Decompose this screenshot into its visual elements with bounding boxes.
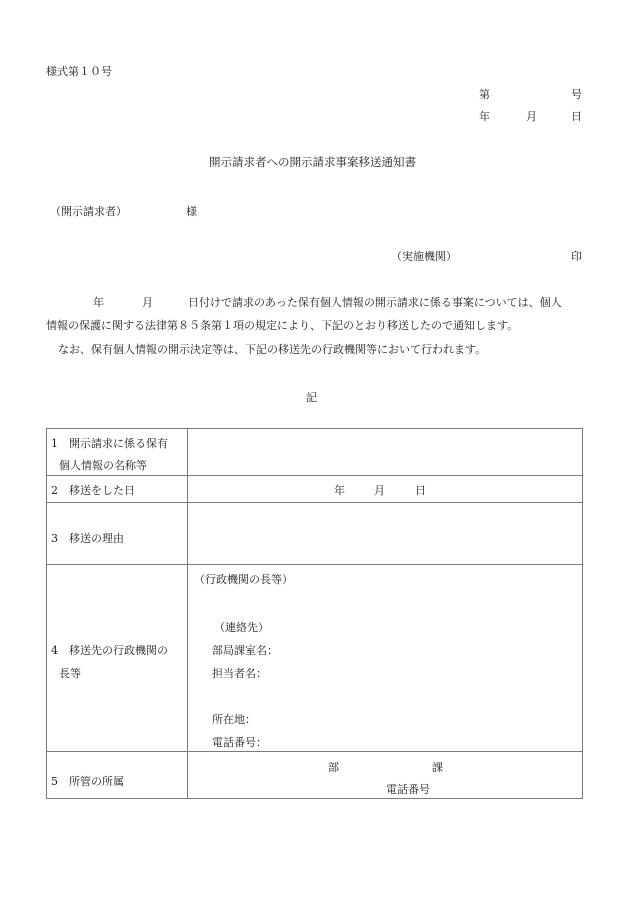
body-line3: なお、保有個人情報の開示決定等は、下記の移送先の行政機関等において行われます。 — [58, 343, 487, 356]
item5-ka: 課 — [432, 761, 443, 774]
document-title: 開示請求者への開示請求事案移送通知書 — [209, 155, 416, 169]
item5-label-cell — [47, 752, 188, 799]
body-line1: 日付けで請求のあった保有個人情報の開示請求に係る事案については、個人 — [188, 296, 562, 309]
item2-value-cell[interactable] — [188, 476, 583, 503]
form-number: 様式第１０号 — [46, 65, 112, 78]
item2-year: 年 — [334, 484, 345, 497]
item2-month: 月 — [374, 484, 385, 497]
item4-label-line1: 4 移送先の行政機関の — [51, 644, 168, 657]
item4-agency-head: （行政機関の長等） — [194, 573, 293, 586]
item4-value-cell[interactable] — [188, 565, 583, 752]
date-day: 日 — [571, 110, 582, 123]
ki-heading: 記 — [306, 391, 317, 404]
table-row-item1 — [47, 429, 583, 476]
table-row-item2 — [47, 476, 583, 503]
item3-label-cell — [47, 503, 188, 565]
item1-value-cell[interactable] — [188, 429, 583, 476]
item3-label: 3 移送の理由 — [51, 532, 124, 545]
item2-day: 日 — [415, 484, 426, 497]
table-row-item4 — [47, 565, 583, 752]
date-month: 月 — [526, 110, 537, 123]
transfer-details-table — [46, 428, 583, 799]
item4-person-field: 担当者名： — [212, 667, 267, 680]
item1-label-cell — [47, 429, 188, 476]
item5-bu: 部 — [328, 761, 339, 774]
item5-phone: 電話番号 — [386, 783, 430, 796]
item5-value-cell[interactable] — [188, 752, 583, 799]
item4-label-line2: 長等 — [59, 667, 81, 680]
item2-label-cell — [47, 476, 188, 503]
item1-label-line1: 1 開示請求に係る保有 — [51, 437, 168, 450]
doc-number-suffix: 号 — [571, 88, 582, 101]
body-month: 月 — [142, 296, 153, 309]
item4-label-cell — [47, 565, 188, 752]
issuer-label: （実施機関） — [391, 250, 457, 263]
date-year: 年 — [479, 110, 490, 123]
item1-label-line2: 個人情報の名称等 — [59, 459, 147, 472]
table-row-item3 — [47, 503, 583, 565]
addressee-honorific: 様 — [186, 205, 197, 218]
item5-label: 5 所管の所属 — [51, 775, 124, 788]
item4-address-field: 所在地： — [212, 713, 256, 726]
seal-mark: 印 — [571, 250, 582, 263]
item4-contact-heading: （連絡先） — [214, 621, 269, 634]
table-row-item5 — [47, 752, 583, 799]
addressee-label: （開示請求者） — [50, 205, 127, 218]
body-year: 年 — [93, 296, 104, 309]
body-line2: 情報の保護に関する法律第８５条第１項の規定により、下記のとおり移送したので通知します。 — [46, 319, 519, 332]
item3-value-cell[interactable] — [188, 503, 583, 565]
item4-phone-field: 電話番号： — [212, 736, 267, 749]
item2-label: 2 移送をした日 — [51, 484, 135, 497]
item4-department-field: 部局課室名： — [212, 644, 278, 657]
doc-number-prefix: 第 — [479, 88, 490, 101]
